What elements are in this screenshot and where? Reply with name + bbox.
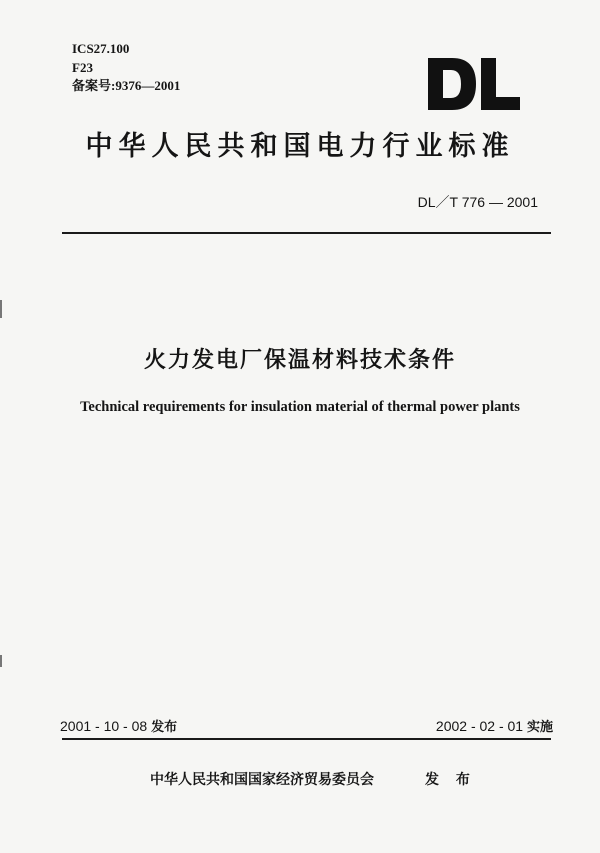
top-divider	[62, 232, 551, 234]
record-number: 备案号:9376—2001	[72, 78, 181, 93]
ccs-code: F23	[72, 60, 93, 75]
standard-code: DL／T 776 — 2001	[417, 194, 538, 210]
document-title-cn: 火力发电厂保温材料技术条件	[143, 348, 456, 373]
scan-edge-mark	[0, 300, 2, 318]
ics-code: ICS27.100	[72, 41, 130, 56]
publish-label: 发布	[151, 720, 178, 735]
publish-date	[60, 716, 177, 735]
implement-date	[423, 716, 553, 735]
implement-date-value: 2002 - 02 - 01	[435, 718, 524, 734]
standard-category-title: 中华人民共和国电力行业标准	[85, 131, 515, 162]
issue-label: 发 布	[425, 772, 476, 788]
implement-label: 实施	[526, 720, 553, 735]
scan-edge-mark	[0, 655, 2, 667]
publish-date-value: 2001 - 10 - 08	[60, 718, 148, 734]
dl-logo	[426, 56, 522, 112]
issuing-authority: 中华人民共和国国家经济贸易委员会	[150, 772, 374, 788]
bottom-divider	[62, 738, 551, 740]
document-title-en: Technical requirements for insulation material of thermal power plants	[80, 399, 520, 415]
